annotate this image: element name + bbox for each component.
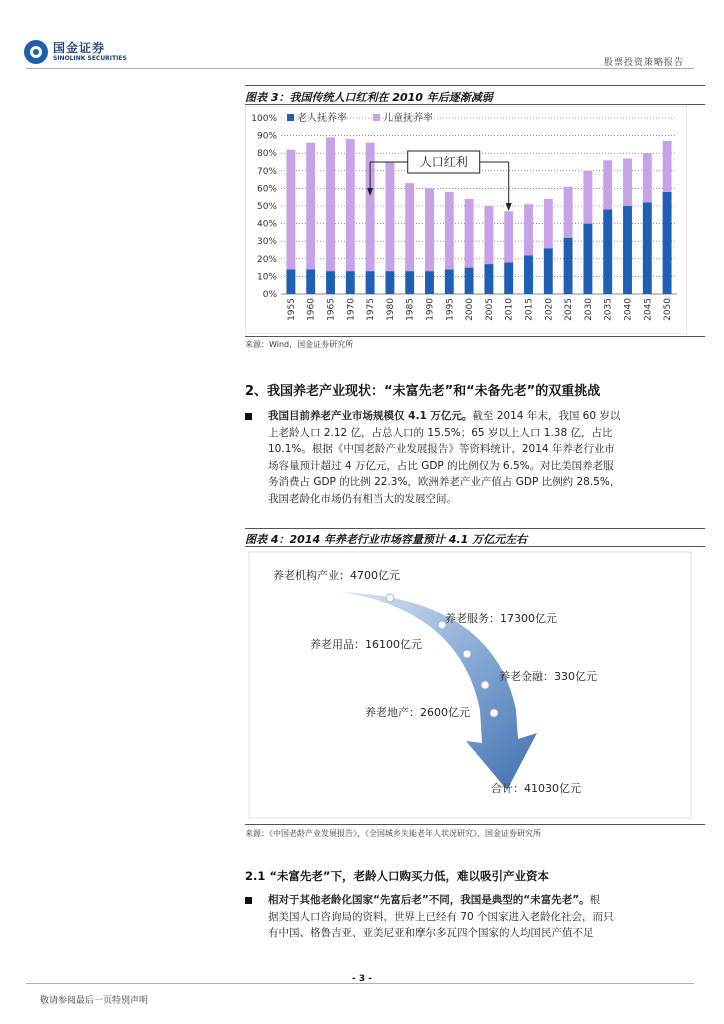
bar-children-1995 [445, 192, 454, 269]
x-tick-label: 1965 [326, 298, 337, 321]
section2-bold-lead: 我国目前养老产业市场规模仅 4.1 万亿元。 [268, 410, 473, 422]
y-tick-label: 30% [256, 237, 277, 248]
bar-children-2020 [544, 199, 553, 248]
figure4-title-rule [245, 546, 705, 547]
x-tick-label: 2020 [544, 298, 555, 321]
page-header [0, 0, 724, 70]
legend-swatch-children [373, 114, 380, 121]
figure4-bottom-rule [245, 824, 705, 825]
y-tick-label: 100% [251, 114, 277, 124]
bar-elderly-2045 [643, 202, 652, 294]
y-tick-label: 60% [256, 184, 277, 195]
para-line: 场容量预计超过 4 万亿元，占比 GDP 的比例仅为 6.5%。对比美国养老服 [268, 459, 614, 472]
y-tick-label: 40% [256, 219, 277, 230]
x-tick-label: 2040 [623, 298, 634, 321]
x-tick-label: 2000 [465, 298, 476, 321]
bar-elderly-2035 [603, 210, 612, 294]
figure3-chart [245, 106, 687, 334]
x-tick-label: 2025 [564, 298, 575, 321]
bar-elderly-1970 [346, 271, 355, 294]
bar-children-1970 [346, 139, 355, 271]
item-total: 合计：41030亿元 [491, 782, 581, 795]
logo-emblem-icon [24, 40, 48, 64]
para-line: 据美国人口咨询局的资料，世界上已经有 70 个国家进入老龄化社会，而只 [268, 910, 614, 923]
x-tick-label: 2010 [504, 298, 515, 321]
item-elderly-real-estate: 养老地产：2600亿元 [365, 706, 470, 719]
report-type: 股票投资策略报告 [603, 58, 684, 68]
bar-children-1955 [286, 150, 295, 270]
figure3-chart-svg [245, 106, 687, 334]
bar-children-2040 [623, 158, 632, 206]
bar-children-2000 [465, 199, 474, 268]
section21-heading: 2.1 “未富先老”下，老龄人口购买力低，难以吸引产业资本 [245, 869, 549, 883]
figure4-svg [245, 550, 695, 822]
arrow-node [490, 709, 498, 717]
para-line: 有中国、格鲁吉亚、亚美尼亚和摩尔多瓦四个国家的人均国民产值不足 [268, 927, 594, 939]
bar-elderly-1975 [366, 271, 375, 294]
bar-elderly-1965 [326, 271, 335, 294]
x-tick-label: 1985 [405, 298, 416, 321]
bar-elderly-1955 [286, 269, 295, 294]
company-logo [24, 40, 127, 64]
legend-label-children: 儿童抚养率 [383, 113, 433, 124]
arrow-node [481, 681, 489, 689]
y-tick-label: 70% [256, 166, 277, 177]
x-tick-label: 2015 [524, 298, 535, 321]
x-tick-label: 2035 [603, 298, 614, 321]
bar-children-2030 [583, 171, 592, 224]
bar-elderly-1995 [445, 269, 454, 294]
bar-children-2035 [603, 160, 612, 209]
y-tick-label: 50% [256, 202, 277, 212]
figure4-source: 来源：《中国老龄产业发展报告》、《全国城乡失能老年人状况研究》、国金证券研究所 [245, 829, 541, 838]
figure3-title: 图表 3：我国传统人口红利在 2010 年后逐渐减弱 [245, 91, 493, 104]
bar-children-2025 [564, 187, 573, 238]
annotation-label: 人口红利 [419, 155, 468, 169]
bar-elderly-2015 [524, 255, 533, 294]
bullet-square-icon [245, 413, 252, 420]
bar-elderly-1960 [306, 269, 315, 294]
item-nursing-institutions: 养老机构产业：4700亿元 [273, 569, 400, 582]
figure4-diagram [245, 550, 695, 822]
bar-elderly-1985 [405, 271, 414, 294]
figure3-title-rule [245, 104, 705, 105]
bar-elderly-1990 [425, 271, 434, 294]
x-tick-label: 1970 [346, 298, 357, 321]
x-tick-label: 2030 [583, 298, 594, 321]
bar-children-2005 [484, 206, 493, 264]
y-tick-label: 10% [256, 272, 277, 283]
header-divider [26, 68, 694, 69]
item-elderly-products: 养老用品：16100亿元 [310, 638, 422, 651]
item-elderly-finance: 养老金融：330亿元 [499, 670, 597, 683]
x-tick-label: 2045 [643, 298, 654, 321]
bar-children-1985 [405, 183, 414, 271]
bar-elderly-2010 [504, 262, 513, 294]
bullet-square-icon [245, 897, 252, 904]
x-tick-label: 1980 [385, 298, 396, 321]
para-line: 我国老龄化市场仍有相当大的发展空间。 [268, 492, 457, 505]
item-elderly-services: 养老服务：17300亿元 [445, 612, 557, 625]
x-tick-label: 1975 [366, 298, 377, 321]
figure3-source: 来源：Wind，国金证券研究所 [245, 340, 354, 349]
x-tick-label: 1955 [286, 298, 297, 321]
bar-elderly-2005 [484, 264, 493, 294]
x-tick-label: 1990 [425, 298, 436, 321]
bar-children-1965 [326, 137, 335, 271]
section2-heading: 2、我国养老产业现状：“未富先老”和“未备先老”的双重挑战 [245, 384, 601, 399]
figure4-title: 图表 4：2014 年养老行业市场容量预计 4.1 万亿元左右 [245, 533, 528, 546]
y-tick-label: 80% [256, 149, 277, 160]
para-line: 根 [589, 894, 601, 906]
x-tick-label: 2050 [663, 298, 674, 321]
arrow-node [463, 650, 471, 658]
bar-children-1980 [385, 162, 394, 271]
figure4-top-rule [245, 528, 705, 529]
bar-elderly-1980 [385, 271, 394, 294]
bar-children-2050 [663, 141, 672, 192]
bar-elderly-2025 [564, 238, 573, 294]
bar-children-2045 [643, 153, 652, 202]
legend-swatch-elderly [287, 114, 294, 121]
bar-children-2015 [524, 204, 533, 255]
x-tick-label: 2005 [484, 298, 495, 321]
figure3-top-rule [245, 85, 705, 86]
bar-elderly-2040 [623, 206, 632, 294]
y-tick-label: 90% [256, 131, 277, 142]
logo-chinese-name: 国金证券 [53, 40, 106, 55]
legend-label-elderly: 老人抚养率 [297, 113, 347, 124]
x-tick-label: 1960 [306, 298, 317, 321]
logo-english-name: SINOLINK SECURITIES [53, 54, 127, 62]
section21-paragraph [245, 892, 705, 942]
para-line: 务消费占 GDP 的比例 22.3%，欧洲养老产业产值占 GDP 比例约 28.5%， [268, 476, 621, 488]
para-line: 10.1%。根据《中国老龄产业发展报告》等资料统计，2014 年养老行业市 [268, 443, 615, 455]
bar-children-1960 [306, 143, 315, 270]
bar-children-2010 [504, 211, 513, 262]
section21-bold-lead: 相对于其他老龄化国家“先富后老”不同，我国是典型的“未富先老”。 [268, 894, 590, 906]
section2-paragraph [245, 408, 705, 507]
disclaimer-note: 敬请参阅最后一页特别声明 [40, 996, 149, 1006]
x-tick-label: 1995 [445, 298, 456, 321]
bar-elderly-2000 [465, 268, 474, 294]
y-tick-label: 20% [256, 254, 277, 265]
figure3-bottom-rule [245, 336, 705, 337]
y-tick-label: 0% [262, 290, 277, 300]
para-line: 上老龄人口 2.12 亿，占总人口的 15.5%；65 岁以上人口 1.38 亿，占比 [268, 426, 613, 439]
bar-children-1990 [425, 188, 434, 271]
bar-elderly-2030 [583, 224, 592, 294]
bar-elderly-2050 [663, 192, 672, 294]
arrow-node [386, 594, 394, 602]
footer-divider [26, 983, 694, 984]
para-line: 截至 2014 年末，我国 60 岁以 [472, 410, 621, 422]
page-number: - 3 - [352, 974, 372, 984]
bar-elderly-2020 [544, 248, 553, 294]
